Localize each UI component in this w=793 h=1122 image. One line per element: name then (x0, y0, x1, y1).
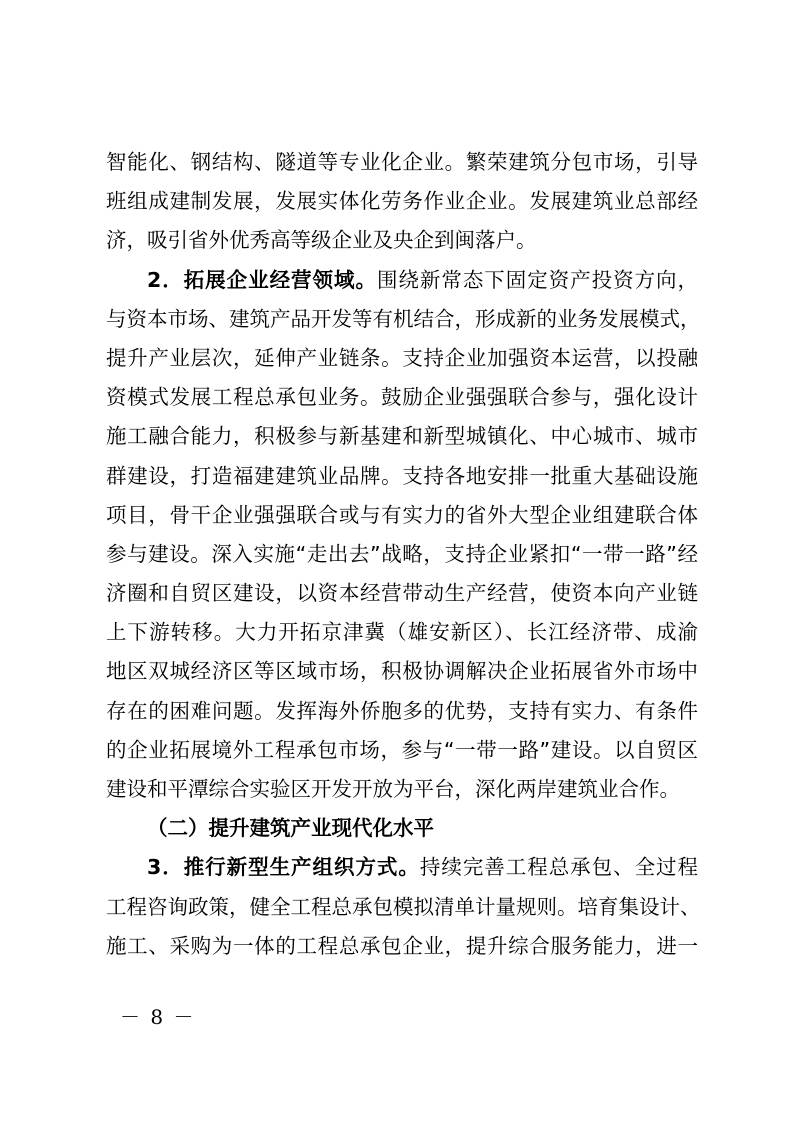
body-text (106, 143, 701, 966)
paragraph-line: 班组成建制发展，发展实体化劳务作业企业。发展建筑业总部经 (106, 189, 698, 214)
paragraph-line: 项目，骨干企业强强联合或与有实力的省外大型企业组建联合体 (106, 502, 698, 527)
paragraph-text: 围绕新常态下固定资产投资方向， (376, 267, 699, 292)
paragraph-line: 智能化、钢结构、隧道等专业化企业。繁荣建筑分包市场，引导 (106, 150, 698, 174)
paragraph-first-line (106, 261, 698, 300)
paragraph-line: 上下游转移。大力开拓京津冀（雄安新区）、长江经济带、成渝 (106, 620, 698, 645)
paragraph-line: 提升产业层次，延伸产业链条。支持企业加强资本运营，以投融 (106, 345, 698, 370)
paragraph-line: 资模式发展工程总承包业务。鼓励企业强强联合参与，强化设计 (106, 385, 698, 410)
paragraph-line: 工程咨询政策，健全工程总承包模拟清单计量规则。培育集设计、 (106, 894, 701, 919)
paragraph-line: 济圈和自贸区建设，以资本经营带动生产经营，使资本向产业链 (106, 581, 698, 606)
paragraph-line: 的企业拓展境外工程承包市场，参与“一带一路”建设。以自贸区 (106, 737, 698, 762)
item-heading: 2．拓展企业经营领域。 (147, 267, 377, 292)
paragraph-line: 济，吸引省外优秀高等级企业及央企到闽落户。 (106, 228, 537, 253)
paragraph-line: 群建设，打造福建建筑业品牌。支持各地安排一批重大基础设施 (106, 463, 698, 488)
paragraph-line: 地区双城经济区等区域市场，积极协调解决企业拓展省外市场中 (106, 659, 698, 684)
paragraph-line: 参与建设。深入实施“走出去”战略，支持企业紧扣“一带一路”经 (106, 541, 698, 566)
paragraph-line: 存在的困难问题。发挥海外侨胞多的优势，支持有实力、有条件 (106, 698, 698, 723)
paragraph-line: 与资本市场、建筑产品开发等有机结合，形成新的业务发展模式， (106, 306, 701, 331)
paragraph-line: 建设和平潭综合实验区开发开放为平台，深化两岸建筑业合作。 (106, 777, 680, 801)
section-heading: （二）提升建筑产业现代化水平 (147, 816, 434, 841)
paragraph-line: 施工、采购为一体的工程总承包企业，提升综合服务能力，进一 (106, 933, 698, 958)
paragraph-line: 施工融合能力，积极参与新基建和新型城镇化、中心城市、城市 (106, 424, 698, 449)
paragraph-first-line (106, 848, 698, 887)
paragraph-text: 持续完善工程总承包、全过程 (419, 855, 699, 880)
item-heading: 3．推行新型生产组织方式。 (147, 855, 420, 880)
page-number: － 8 － (120, 1005, 196, 1029)
